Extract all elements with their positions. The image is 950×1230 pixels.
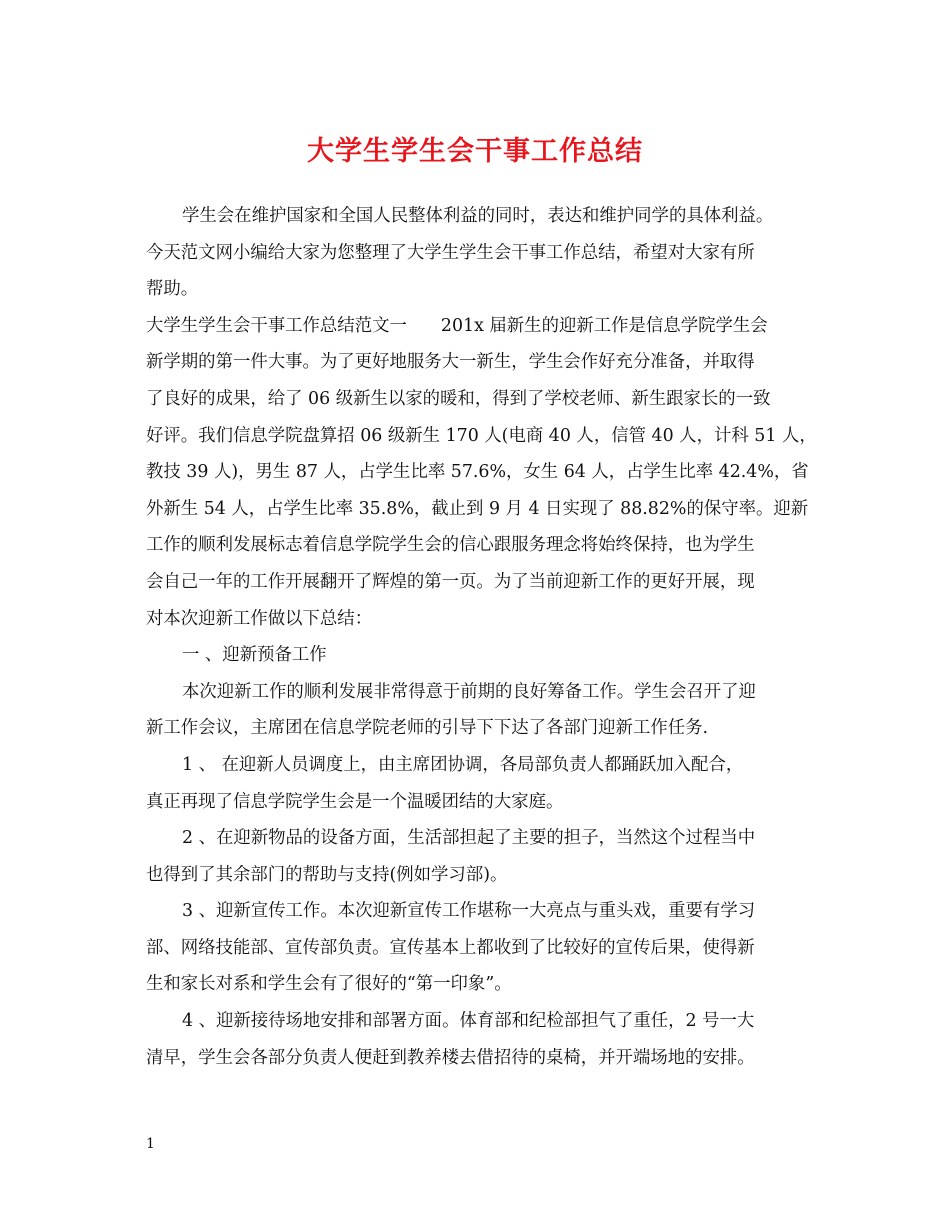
paragraph-line: 好评。我们信息学院盘算招 06 级新生 170 人(电商 40 人，信管 40 人，计科 51 人， — [146, 425, 817, 446]
paragraph-line: 了良好的成果，给了 06 级新生以家的暖和，得到了学校老师、新生跟家长的一致 — [146, 388, 771, 409]
paragraph-line: 外新生 54 人，占学生比率 35.8%，截止到 9 月 4 日实现了 88.82%的保守率。迎新 — [146, 498, 809, 519]
document-title: 大学生学生会干事工作总结 — [307, 136, 643, 167]
paragraph-line: 本次迎新工作的顺利发展非常得意于前期的良好筹备工作。学生会召开了迎 — [182, 681, 756, 702]
paragraph-line: 学生会在维护国家和全国人民整体利益的同时，表达和维护同学的具体利益。 — [182, 206, 774, 226]
paragraph-line: 帮助。 — [146, 279, 199, 300]
paragraph-line: 新学期的第一件大事。为了更好地服务大一新生，学生会作好充分准备，并取得 — [146, 352, 755, 373]
page-number: 1 — [146, 1136, 155, 1152]
paragraph-text: 201x 届新生的迎新工作是信息学院学生会 — [440, 315, 768, 336]
paragraph-line: 新工作会议，主席团在信息学院老师的引导下下达了各部门迎新工作任务. — [146, 718, 709, 739]
list-item: 3 、迎新宣传工作。本次迎新宣传工作堪称一大亮点与重头戏，重要有学习 — [182, 901, 756, 922]
paragraph-line: 部、网络技能部、宣传部负责。宣传基本上都收到了比较好的宣传后果，使得新 — [146, 937, 755, 958]
paragraph-line: 真正再现了信息学院学生会是一个温暖团结的大家庭。 — [146, 791, 564, 812]
section-heading: 一 、迎新预备工作 — [182, 645, 327, 666]
paragraph-line — [146, 308, 812, 345]
paragraph-line: 今天范文网小编给大家为您整理了大学生学生会干事工作总结，希望对大家有所 — [146, 242, 755, 263]
paragraph-line: 也得到了其余部门的帮助与支持(例如学习部)。 — [146, 864, 508, 885]
paragraph-line: 工作的顺利发展标志着信息学院学生会的信心跟服务理念将始终保持，也为学生 — [146, 535, 755, 556]
section-heading: 大学生学生会干事工作总结范文一 — [146, 315, 407, 336]
list-item: 1 、 在迎新人员调度上，由主席团协调，各局部负责人都踊跃加入配合， — [182, 754, 744, 775]
paragraph-line: 生和家长对系和学生会有了很好的“第一印象”。 — [146, 974, 512, 995]
paragraph-line: 教技 39 人)，男生 87 人，占学生比率 57.6%，女生 64 人，占学生比率 42.4%，省 — [146, 462, 809, 483]
document-body — [146, 198, 817, 1076]
list-item: 4 、迎新接待场地安排和部署方面。体育部和纪检部担气了重任，2 号一大 — [182, 1011, 755, 1032]
paragraph-line: 清早，学生会各部分负责人便赶到教养楼去借招待的桌椅，并开端场地的安排。 — [146, 1047, 755, 1068]
list-item: 2 、在迎新物品的设备方面，生活部担起了主要的担子，当然这个过程当中 — [182, 828, 756, 849]
paragraph-line: 对本次迎新工作做以下总结： — [146, 608, 373, 629]
paragraph-line: 会自己一年的工作开展翻开了辉煌的第一页。为了当前迎新工作的更好开展，现 — [146, 571, 755, 592]
